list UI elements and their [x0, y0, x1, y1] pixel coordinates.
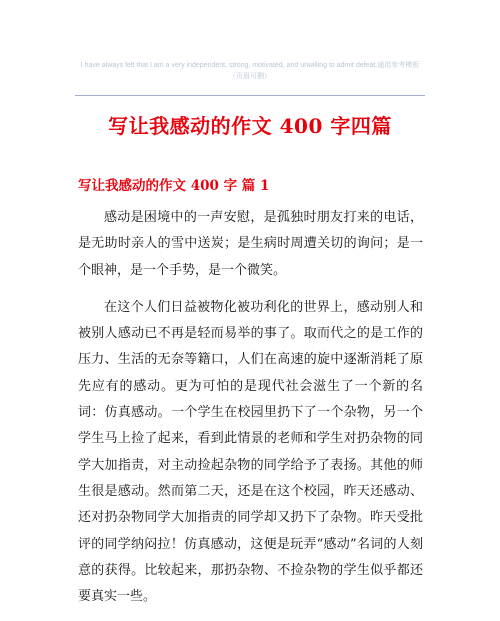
- body-text: [78, 205, 423, 621]
- section-heading: 写让我感动的作文 400 字 篇 1: [78, 178, 270, 194]
- paragraph-2: 在这个人们日益被物化被功利化的世界上，感动别人和被别人感动已不再是轻而易举的事了。取而代之的是工作的压力、生活的无奈等籍口，人们在高速的旋中逐渐消耗了原先应有的感动。更为可怕的是现代社会滋生了一个新的名词：仿真感动。一个学生在校园里扔下了一个杂物，另一个学生马上捡了起来，看到此情景的老师和学生对扔杂物的同学大加指责，对主动捡起杂物的同学给予了表扬。其他的师生很是感动。然而第二天，还是在这个校园，昨天还感动、还对扔杂物同学大加指责的同学却又扔下了杂物。昨天受批评的同学纳闷拉！仿真感动，这便是玩弄“感动”名词的人刻意的获得。比较起来，那扔杂物、不捡杂物的学生似乎都还要真实一些。: [78, 299, 423, 605]
- paragraph-1: 感动是困境中的一声安慰，是孤独时朋友打来的电话，是无助时亲人的雪中送炭；是生病时周遭关切的询问；是一个眼神，是一个手势，是一个微笑。: [78, 210, 423, 278]
- document-title: 写让我感动的作文 400 字四篇: [108, 114, 392, 138]
- page-header: [75, 60, 425, 82]
- header-line-2: （页眉可删）: [229, 73, 271, 80]
- header-divider: [75, 95, 425, 96]
- header-line-1: I have always felt that I am a very independent, strong, motivated, and unwilling to admit defeat.通用参考模板: [80, 62, 420, 69]
